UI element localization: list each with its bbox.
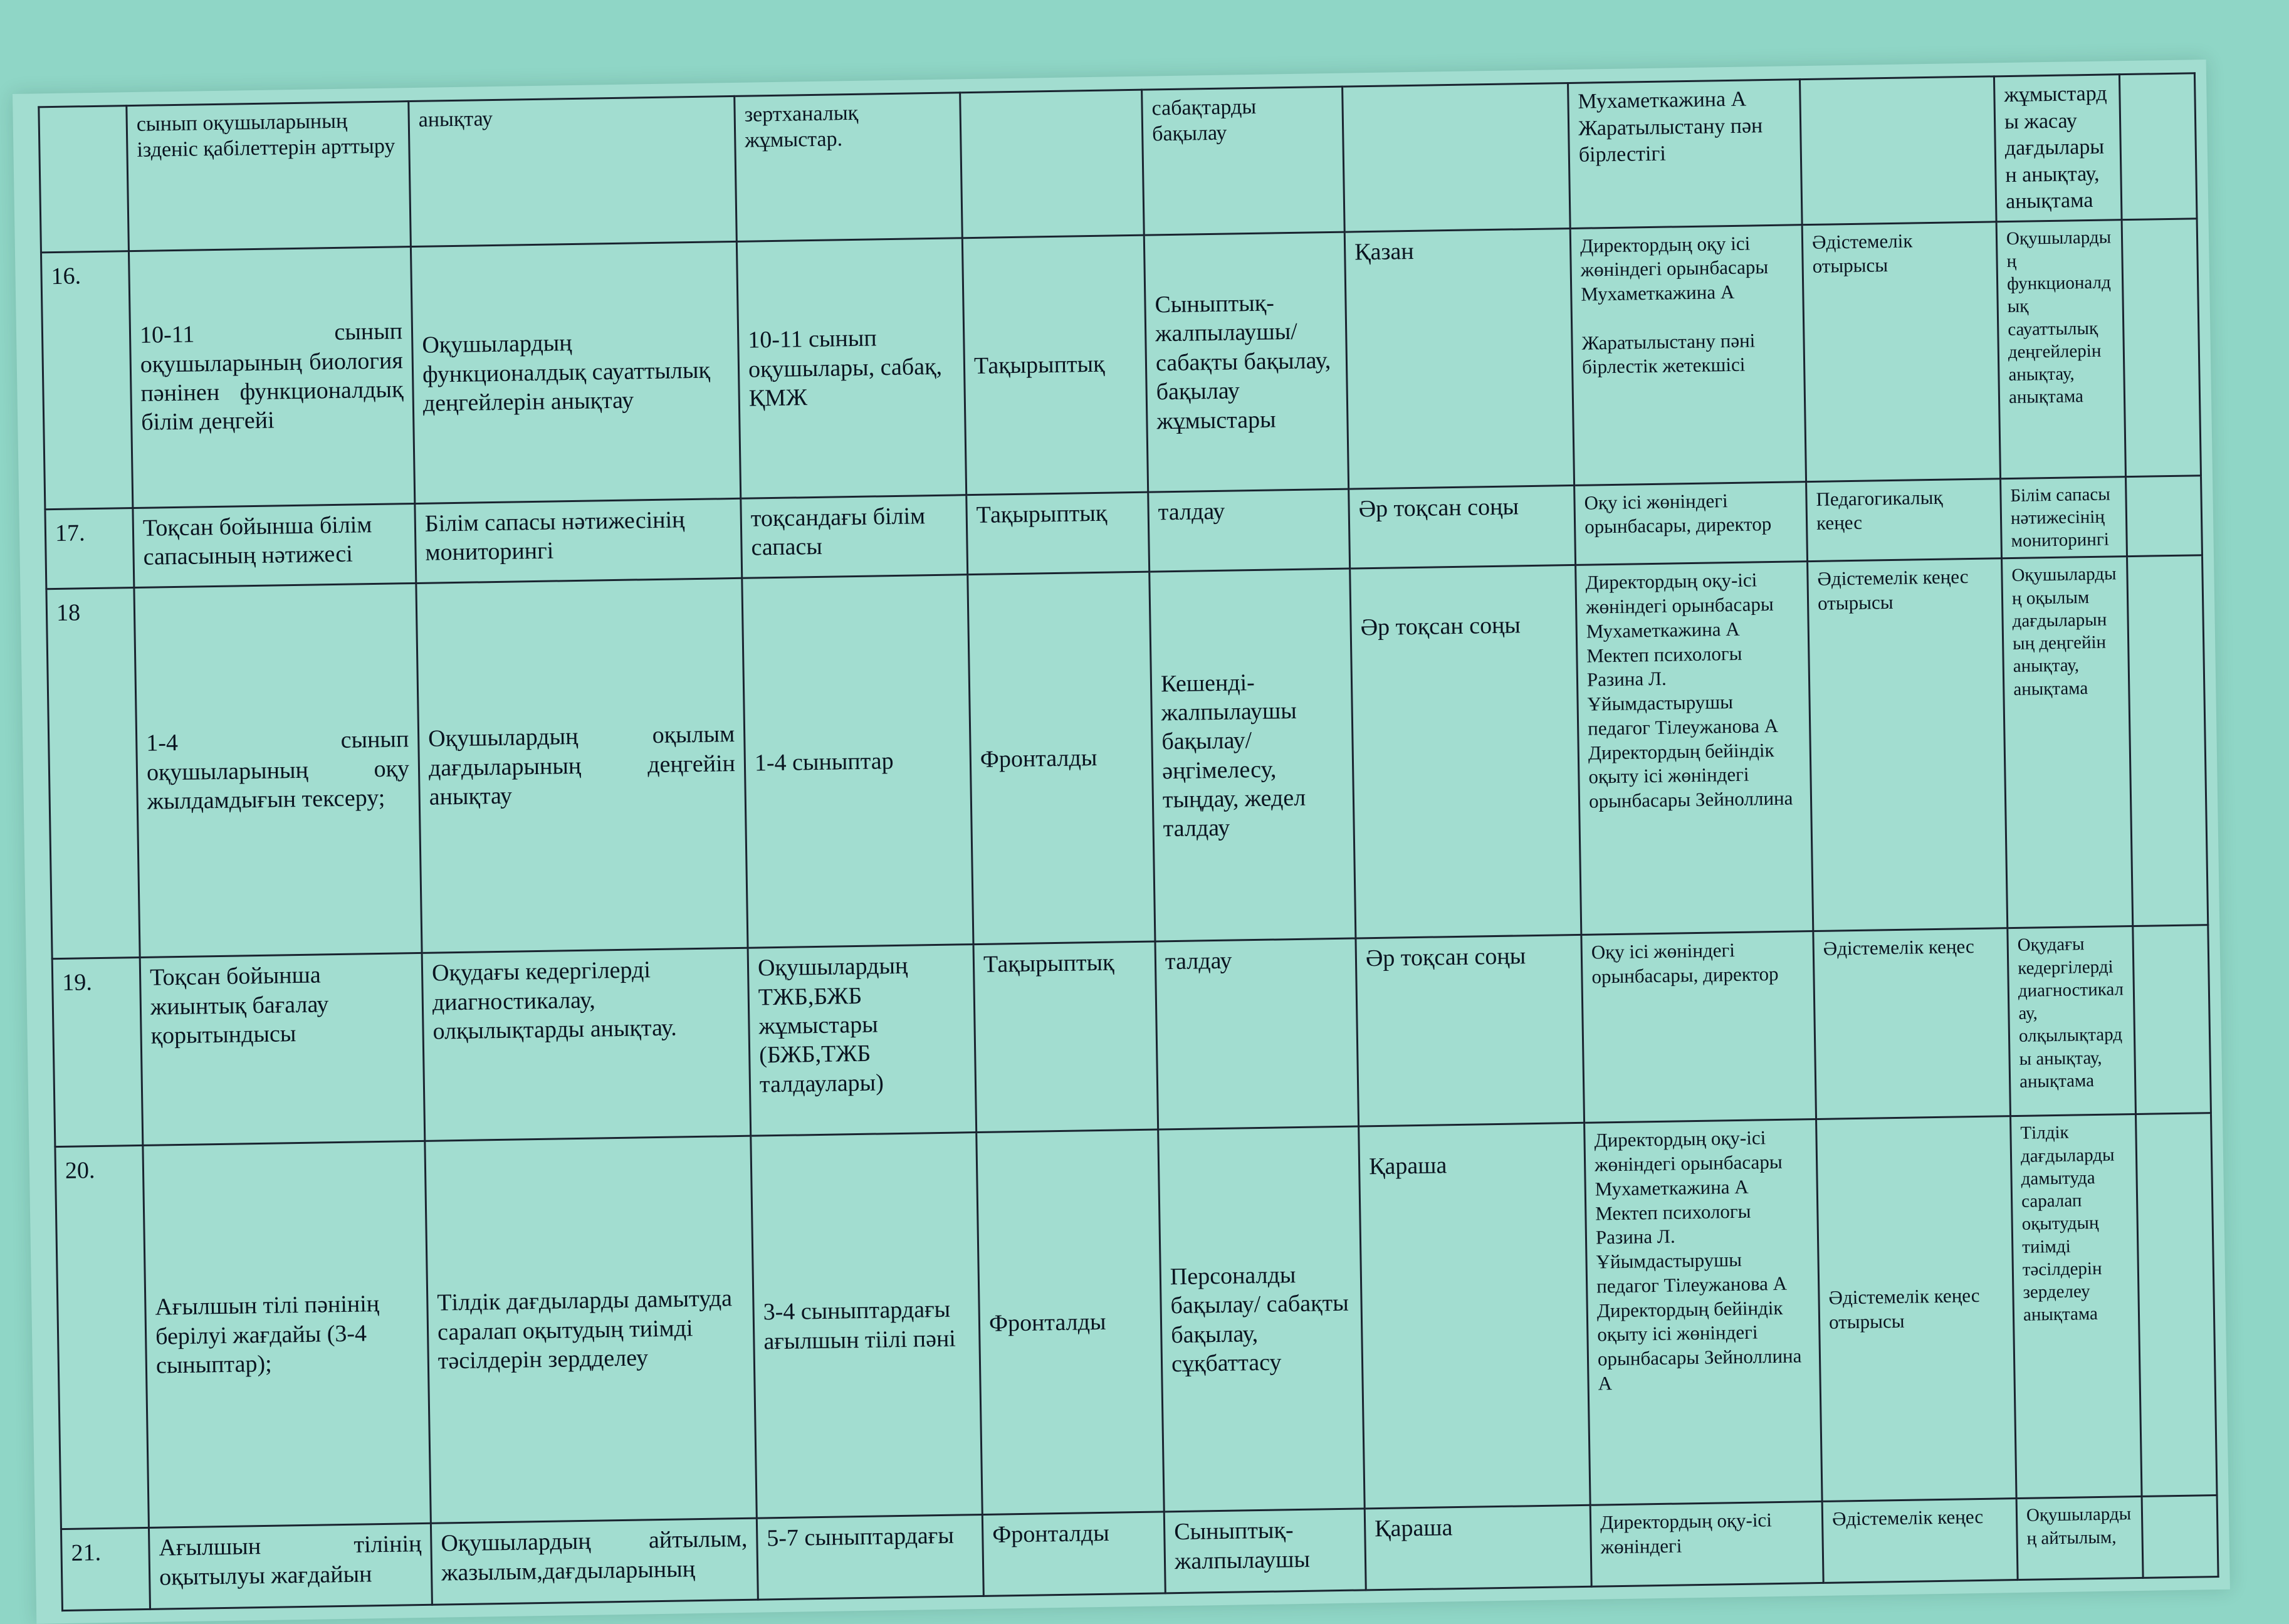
- cell-goal: анықтау: [409, 96, 737, 246]
- cell-type: Фронталды: [982, 1512, 1165, 1596]
- cell-responsible: Директордың оқу-ісі жөніндегі: [1590, 1502, 1823, 1587]
- cell-goal: Оқушылардың оқылым дағдыларының деңгейін анықтау: [416, 579, 748, 953]
- cell-result: Білім сапасы нәтижесінің мониторингі: [2001, 476, 2127, 558]
- cell-responsible: Директордың оқу-ісі жөніндегі орынбасары Мухаметкажина А Мектеп психологы Разина Л. Ұйымдастырушы педагог Тілеужанова А Директордың бейіндік оқыту ісі жөніндегі орынбасары Зейноллина: [1576, 562, 1813, 935]
- cell-responsible: Мухаметкажина А Жаратылыстану пән бірлестігі: [1568, 80, 1803, 228]
- cell-responsible: Оқу ісі жөніндегі орынбасары, директор: [1574, 481, 1808, 565]
- cell-blank: [2142, 1496, 2218, 1578]
- cell-object: зертханалық жұмыстар.: [735, 93, 963, 241]
- cell-num: 21.: [61, 1528, 150, 1611]
- cell-blank: [2119, 73, 2197, 219]
- cell-blank: [2135, 1113, 2217, 1497]
- cell-result: Оқушылардың функционалдық сауаттылық деңгейлерін анықтау, анықтама: [1996, 219, 2125, 478]
- document-page: [13, 60, 2230, 1624]
- cell-topic: Тоқсан бойынша жиынтық бағалау қорытындысы: [140, 953, 425, 1146]
- control-plan-table: [38, 72, 2219, 1611]
- cell-topic: Тоқсан бойынша білім сапасының нәтижесі: [133, 503, 416, 588]
- cell-blank: [2133, 925, 2211, 1114]
- cell-goal: Оқушылардың айтылым, жазылым,дағдыларының: [431, 1518, 758, 1605]
- cell-object: 10-11 сынып оқушылары, сабақ, ҚМЖ: [736, 238, 966, 498]
- cell-type: Фронталды: [968, 572, 1155, 944]
- cell-date: Әр тоқсан соңы: [1349, 485, 1576, 568]
- cell-blank: [2127, 555, 2208, 926]
- cell-responsible: Директордың оқу-ісі жөніндегі орынбасары Мухаметкажина А Мектеп психологы Разина Л. Ұйымдастырушы педагог Тілеужанова А Директордың бейіндік оқыту ісі жөніндегі орынбасары Зейноллина А: [1584, 1119, 1823, 1506]
- cell-method: Сыныптық-жалпылаушы/ сабақты бақылау, бақылау жұмыстары: [1144, 232, 1348, 492]
- cell-object: 1-4 сыныптар: [742, 575, 973, 948]
- cell-responsible: Оқу ісі жөніндегі орынбасары, директор: [1581, 931, 1816, 1123]
- cell-num: 19.: [52, 958, 143, 1147]
- cell-result: жұмыстарды жасау дағдыларын анықтау, анықтама: [1994, 75, 2122, 222]
- cell-num: 18: [46, 588, 140, 959]
- cell-result: Оқудағы кедергілерді диагностикалау, олқылықтарды анықтау, анықтама: [2008, 926, 2136, 1116]
- cell-blank: [2122, 218, 2201, 476]
- cell-type: Тақырыптық: [973, 941, 1158, 1133]
- cell-result: Тілдік дағдыларды дамытуда саралап оқытудың тиімді тәсілдерін зерделеу анықтама: [2011, 1114, 2142, 1499]
- cell-date: Әр тоқсан соңы: [1350, 565, 1581, 939]
- cell-goal: Тілдік дағдыларды дамытуда саралап оқытудың тиімді тәсілдерін зердделеу: [425, 1136, 757, 1523]
- table-row: [46, 555, 2208, 959]
- cell-method: Кешенді-жалпылаушы бақылау/ әңгімелесу, тыңдау, жедел талдау: [1150, 568, 1356, 941]
- cell-method: Сыныптық-жалпылаушы: [1164, 1509, 1366, 1593]
- cell-topic: Ағылшын тілінің оқытылуы жағдайын: [149, 1524, 432, 1610]
- cell-review: Педагогикалық кеңес: [1806, 478, 2002, 562]
- cell-review: Әдістемелік отырысы: [1802, 221, 2000, 481]
- cell-goal: Оқушылардың функционалдық сауаттылық деңгейлерін анықтау: [411, 241, 740, 503]
- cell-date: Қазан: [1344, 228, 1574, 489]
- cell-type: Фронталды: [977, 1129, 1165, 1514]
- cell-topic: 10-11 сынып оқушыларының биология пәнінен функционалдық білім деңгейі: [128, 246, 414, 508]
- cell-topic: сынып оқушыларының ізденіс қабілеттерін арттыру: [127, 102, 411, 251]
- cell-result: Оқушылардың айтылым,: [2016, 1497, 2143, 1580]
- cell-type: Тақырыптық: [966, 492, 1150, 575]
- table-row: [52, 925, 2211, 1147]
- cell-review: Әдістемелік кеңес отырысы: [1816, 1116, 2017, 1502]
- table-row: [55, 1113, 2217, 1529]
- cell-goal: Білім сапасы нәтижесінің мониторингі: [415, 498, 742, 584]
- cell-goal: Оқудағы кедергілерді диагностикалау, олқылықтарды анықтау.: [422, 948, 751, 1141]
- table-row: [41, 218, 2201, 509]
- cell-review: Әдістемелік кеңес отырысы: [1808, 558, 2008, 931]
- cell-date: Әр тоқсан соңы: [1356, 935, 1584, 1127]
- cell-date: Қараша: [1359, 1123, 1591, 1509]
- cell-topic: Ағылшын тілі пәнінің берілуі жағдайы (3-4 сыныптар);: [143, 1141, 431, 1528]
- cell-num: 17.: [45, 508, 134, 589]
- cell-object: 3-4 сыныптардағы ағылшын тіілі пәні: [751, 1133, 983, 1519]
- cell-object: тоқсандағы білім сапасы: [741, 495, 968, 578]
- cell-result: Оқушылардың оқылым дағдыларының деңгейін анықтау, анықтама: [2002, 557, 2133, 928]
- cell-blank: [2125, 475, 2202, 557]
- cell-review: [1799, 76, 1996, 224]
- cell-type: Тақырыптық: [962, 235, 1148, 495]
- cell-object: 5-7 сыныптардағы: [757, 1515, 983, 1600]
- cell-method: талдау: [1155, 938, 1359, 1129]
- cell-date: [1343, 83, 1571, 232]
- cell-review: Әдістемелік кеңес: [1822, 1499, 2018, 1583]
- cell-date: Қараша: [1364, 1505, 1591, 1590]
- cell-topic: 1-4 сынып оқушыларының оқу жылдамдығын тексеру;: [134, 584, 422, 958]
- cell-review: Әдістемелік кеңес: [1813, 928, 2011, 1119]
- cell-type: [960, 90, 1144, 238]
- cell-object: Оқушылардың ТЖБ,БЖБ жұмыстары (БЖБ,ТЖБ талдаулары): [748, 945, 977, 1136]
- cell-method: сабақтарды бақылау: [1142, 86, 1345, 234]
- cell-responsible: Директордың оқу ісі жөніндегі орынбасары Мухаметкажина А Жаратылыстану пәні бірлестік жетекшісі: [1570, 224, 1806, 485]
- cell-method: Персоналды бақылау/ сабақты бақылау, сұқбаттасу: [1158, 1126, 1365, 1512]
- cell-num: [39, 106, 129, 253]
- cell-num: 16.: [41, 251, 132, 509]
- cell-num: 20.: [55, 1146, 149, 1529]
- cell-method: талдау: [1148, 489, 1350, 572]
